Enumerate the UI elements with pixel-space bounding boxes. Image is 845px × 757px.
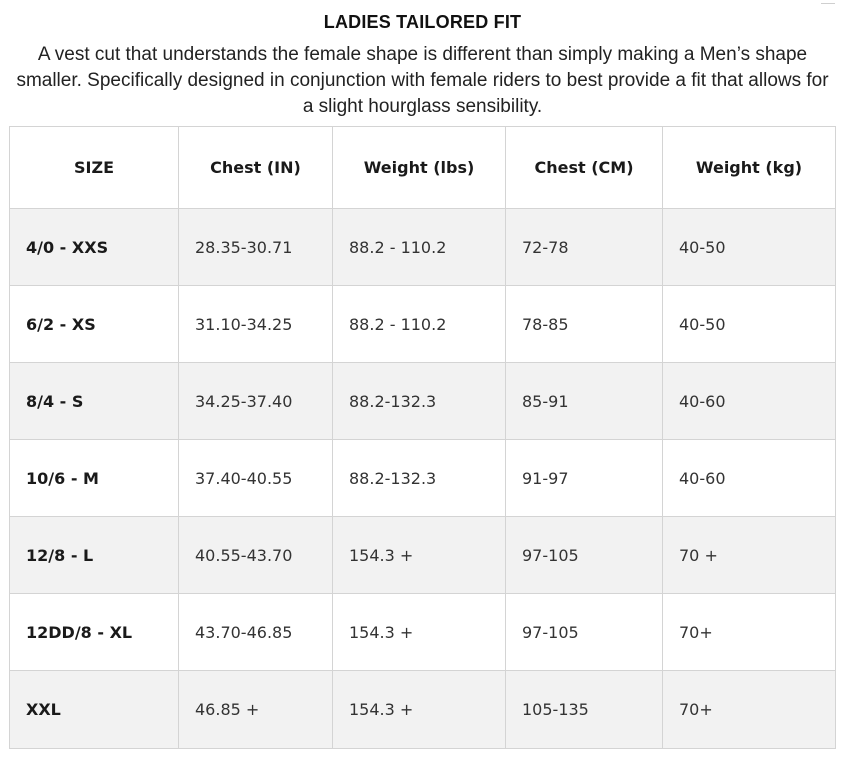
size-cell: XXL: [10, 671, 179, 749]
chest-cm-cell: 78-85: [506, 286, 663, 363]
chest-in-cell: 40.55-43.70: [179, 517, 333, 594]
chest-cm-cell: 85-91: [506, 363, 663, 440]
chest-in-cell: 43.70-46.85: [179, 594, 333, 671]
table-row: [10, 671, 836, 749]
weight-lbs-cell: 88.2 - 110.2: [333, 209, 506, 286]
size-cell: 12DD/8 - XL: [10, 594, 179, 671]
chest-in-cell: 34.25-37.40: [179, 363, 333, 440]
weight-lbs-cell: 154.3 +: [333, 594, 506, 671]
weight-kg-cell: 70+: [663, 671, 836, 749]
weight-lbs-cell: 88.2-132.3: [333, 363, 506, 440]
table-row: [10, 517, 836, 594]
weight-kg-cell: 70+: [663, 594, 836, 671]
column-header-weight-kg: Weight (kg): [663, 127, 836, 209]
table-row: [10, 286, 836, 363]
weight-kg-cell: 40-60: [663, 363, 836, 440]
table-row: [10, 594, 836, 671]
column-header-chest-cm: Chest (CM): [506, 127, 663, 209]
chest-cm-cell: 91-97: [506, 440, 663, 517]
weight-lbs-cell: 88.2-132.3: [333, 440, 506, 517]
size-cell: 8/4 - S: [10, 363, 179, 440]
table-row: [10, 440, 836, 517]
weight-kg-cell: 40-60: [663, 440, 836, 517]
fit-description: A vest cut that understands the female shape is different than simply making a Men’s shape smaller. Specifically designed in conjunction with female riders to best provide a fit that allows for a slight hourglass sensibility.: [16, 44, 829, 117]
column-header-size: SIZE: [10, 127, 179, 209]
chest-in-cell: 37.40-40.55: [179, 440, 333, 517]
column-header-chest-in: Chest (IN): [179, 127, 333, 209]
size-cell: 4/0 - XXS: [10, 209, 179, 286]
page-title: LADIES TAILORED FIT: [323, 12, 522, 32]
table-header-row: [10, 127, 836, 209]
size-cell: 6/2 - XS: [10, 286, 179, 363]
chest-cm-cell: 97-105: [506, 594, 663, 671]
weight-lbs-cell: 88.2 - 110.2: [333, 286, 506, 363]
chest-cm-cell: 97-105: [506, 517, 663, 594]
weight-lbs-cell: 154.3 +: [333, 671, 506, 749]
size-chart-table: [9, 126, 836, 749]
table-row: [10, 363, 836, 440]
table-row: [10, 209, 836, 286]
weight-kg-cell: 40-50: [663, 209, 836, 286]
weight-lbs-cell: 154.3 +: [333, 517, 506, 594]
chest-in-cell: 28.35-30.71: [179, 209, 333, 286]
weight-kg-cell: 70 +: [663, 517, 836, 594]
chest-cm-cell: 105-135: [506, 671, 663, 749]
size-cell: 10/6 - M: [10, 440, 179, 517]
size-cell: 12/8 - L: [10, 517, 179, 594]
chest-cm-cell: 72-78: [506, 209, 663, 286]
column-header-weight-lbs: Weight (lbs): [333, 127, 506, 209]
chest-in-cell: 31.10-34.25: [179, 286, 333, 363]
weight-kg-cell: 40-50: [663, 286, 836, 363]
scroll-edge-divider: [821, 0, 835, 4]
chest-in-cell: 46.85 +: [179, 671, 333, 749]
